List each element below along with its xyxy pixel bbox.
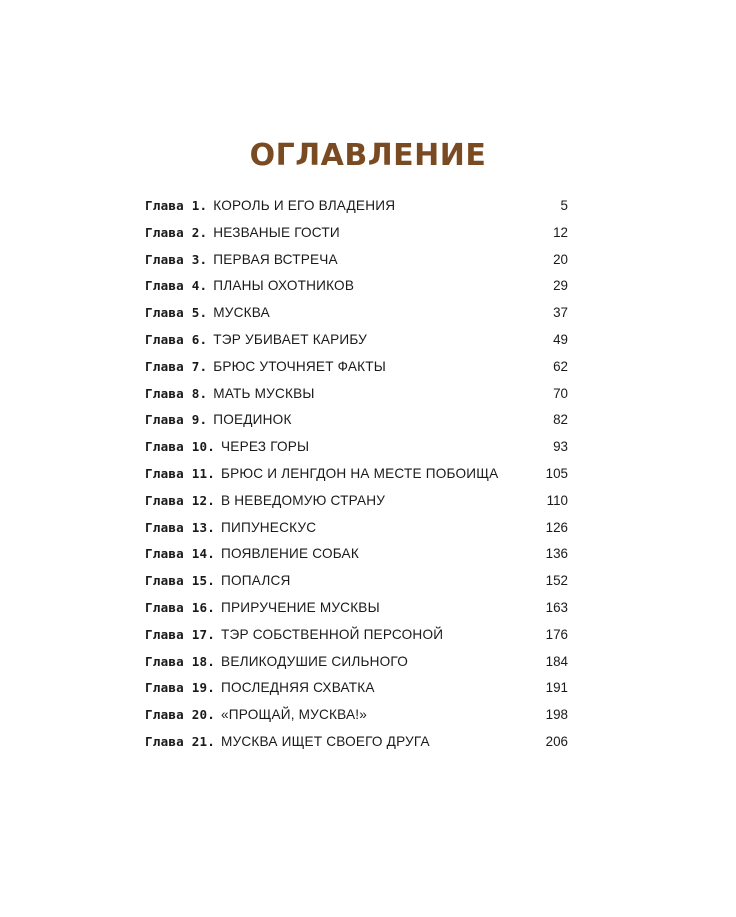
- toc-entry[interactable]: [145, 675, 568, 702]
- toc-entry[interactable]: [145, 488, 568, 515]
- toc-entry[interactable]: [145, 729, 568, 756]
- chapter-title: «ПРОЩАЙ, МУСКВА!»: [221, 707, 367, 723]
- chapter-number: Глава 4.: [145, 278, 208, 294]
- chapter-number: Глава 15.: [145, 573, 216, 589]
- toc-entry[interactable]: [145, 300, 568, 327]
- toc-entry[interactable]: [145, 247, 568, 274]
- dot-leader: [411, 665, 543, 666]
- page-number: 82: [553, 412, 568, 428]
- toc-entry[interactable]: [145, 541, 568, 568]
- toc-entry[interactable]: [145, 220, 568, 247]
- page-number: 62: [553, 358, 568, 374]
- toc-entry[interactable]: [145, 568, 568, 595]
- chapter-number: Глава 5.: [145, 305, 208, 321]
- chapter-number: Глава 13.: [145, 519, 216, 535]
- chapter-number: Глава 7.: [145, 358, 208, 374]
- dot-leader: [362, 557, 543, 558]
- chapter-number: Глава 6.: [145, 331, 208, 347]
- page-number: 20: [553, 251, 568, 267]
- chapter-title: В НЕВЕДОМУЮ СТРАНУ: [221, 492, 386, 508]
- chapter-title: ЧЕРЕЗ ГОРЫ: [221, 439, 310, 455]
- chapter-title: ПОСЛЕДНЯЯ СХВАТКА: [221, 680, 375, 696]
- toc-entry[interactable]: [145, 354, 568, 381]
- chapter-title: ТЭР СОБСТВЕННОЙ ПЕРСОНОЙ: [221, 626, 444, 642]
- dot-leader: [501, 477, 542, 478]
- chapter-title: МУСКВА: [213, 305, 270, 321]
- chapter-number: Глава 17.: [145, 626, 216, 642]
- toc-entry[interactable]: [145, 381, 568, 408]
- page-number: 93: [553, 439, 568, 455]
- chapter-title: ПОЕДИНОК: [213, 412, 292, 428]
- dot-leader: [319, 531, 542, 532]
- dot-leader: [389, 370, 550, 371]
- page-number: 152: [545, 573, 568, 589]
- chapter-number: Глава 20.: [145, 707, 216, 723]
- dot-leader: [318, 397, 551, 398]
- chapter-title: ПЛАНЫ ОХОТНИКОВ: [213, 278, 355, 294]
- chapter-number: Глава 12.: [145, 492, 216, 508]
- chapter-title: ВЕЛИКОДУШИЕ СИЛЬНОГО: [221, 653, 408, 669]
- chapter-number: Глава 16.: [145, 599, 216, 615]
- chapter-number: Глава 1.: [145, 198, 208, 213]
- dot-leader: [312, 450, 550, 451]
- chapter-number: Глава 9.: [145, 412, 208, 428]
- toc-entry[interactable]: [145, 327, 568, 354]
- page-number: 12: [553, 224, 568, 240]
- page-title: ОГЛАВЛЕНИЕ: [249, 138, 487, 173]
- chapter-title: МАТЬ МУСКВЫ: [213, 385, 315, 401]
- chapter-number: Глава 3.: [145, 251, 208, 267]
- chapter-title: МУСКВА ИЩЕТ СВОЕГО ДРУГА: [221, 733, 430, 749]
- dot-leader: [388, 504, 544, 505]
- toc-entry[interactable]: [145, 515, 568, 542]
- dot-leader: [378, 691, 543, 692]
- chapter-title: КОРОЛЬ И ЕГО ВЛАДЕНИЯ: [213, 198, 396, 213]
- page-number: 136: [545, 546, 568, 562]
- chapter-title: ТЭР УБИВАЕТ КАРИБУ: [213, 331, 368, 347]
- toc-entry[interactable]: [145, 407, 568, 434]
- dot-leader: [273, 316, 550, 317]
- chapter-number: Глава 19.: [145, 680, 216, 696]
- chapter-title: БРЮС УТОЧНЯЕТ ФАКТЫ: [213, 358, 387, 374]
- toc-entry[interactable]: [145, 649, 568, 676]
- page-number: 126: [545, 519, 568, 535]
- page-number: 70: [553, 385, 568, 401]
- page-number: 5: [560, 198, 568, 213]
- page-number: 49: [553, 331, 568, 347]
- chapter-title: ПОПАЛСЯ: [221, 573, 291, 589]
- dot-leader: [295, 423, 551, 424]
- page-number: 29: [553, 278, 568, 294]
- dot-leader: [357, 289, 550, 290]
- toc-entry[interactable]: [145, 702, 568, 729]
- toc-entry[interactable]: [145, 193, 568, 220]
- chapter-number: Глава 2.: [145, 224, 208, 240]
- page-number: 191: [545, 680, 568, 696]
- table-of-contents: [145, 193, 568, 756]
- page-number: 110: [546, 492, 568, 508]
- chapter-number: Глава 11.: [145, 465, 216, 481]
- page-number: 198: [545, 707, 568, 723]
- dot-leader: [370, 343, 550, 344]
- dot-leader: [383, 611, 543, 612]
- chapter-title: ПОЯВЛЕНИЕ СОБАК: [221, 546, 359, 562]
- chapter-title: ПЕРВАЯ ВСТРЕЧА: [213, 251, 338, 267]
- toc-entry[interactable]: [145, 434, 568, 461]
- dot-leader: [293, 584, 542, 585]
- toc-entry[interactable]: [145, 595, 568, 622]
- page-number: 176: [545, 626, 568, 642]
- page-number: 37: [553, 305, 568, 321]
- dot-leader: [343, 236, 550, 237]
- chapter-number: Глава 18.: [145, 653, 216, 669]
- chapter-number: Глава 8.: [145, 385, 208, 401]
- chapter-number: Глава 14.: [145, 546, 216, 562]
- dot-leader: [398, 209, 557, 210]
- page-number: 206: [545, 733, 568, 749]
- chapter-title: БРЮС И ЛЕНГДОН НА МЕСТЕ ПОБОИЩА: [221, 465, 499, 481]
- toc-entry[interactable]: [145, 461, 568, 488]
- chapter-title: ПИПУНЕСКУС: [221, 519, 317, 535]
- dot-leader: [341, 263, 550, 264]
- chapter-title: ПРИРУЧЕНИЕ МУСКВЫ: [221, 599, 380, 615]
- dot-leader: [433, 745, 543, 746]
- chapter-number: Глава 21.: [145, 733, 216, 749]
- toc-entry[interactable]: [145, 273, 568, 300]
- dot-leader: [446, 638, 542, 639]
- dot-leader: [370, 718, 543, 719]
- chapter-number: Глава 10.: [145, 439, 216, 455]
- page-number: 105: [545, 465, 568, 481]
- toc-entry[interactable]: [145, 622, 568, 649]
- chapter-title: НЕЗВАНЫЕ ГОСТИ: [213, 224, 340, 240]
- page-number: 163: [545, 599, 568, 615]
- page-number: 184: [545, 653, 568, 669]
